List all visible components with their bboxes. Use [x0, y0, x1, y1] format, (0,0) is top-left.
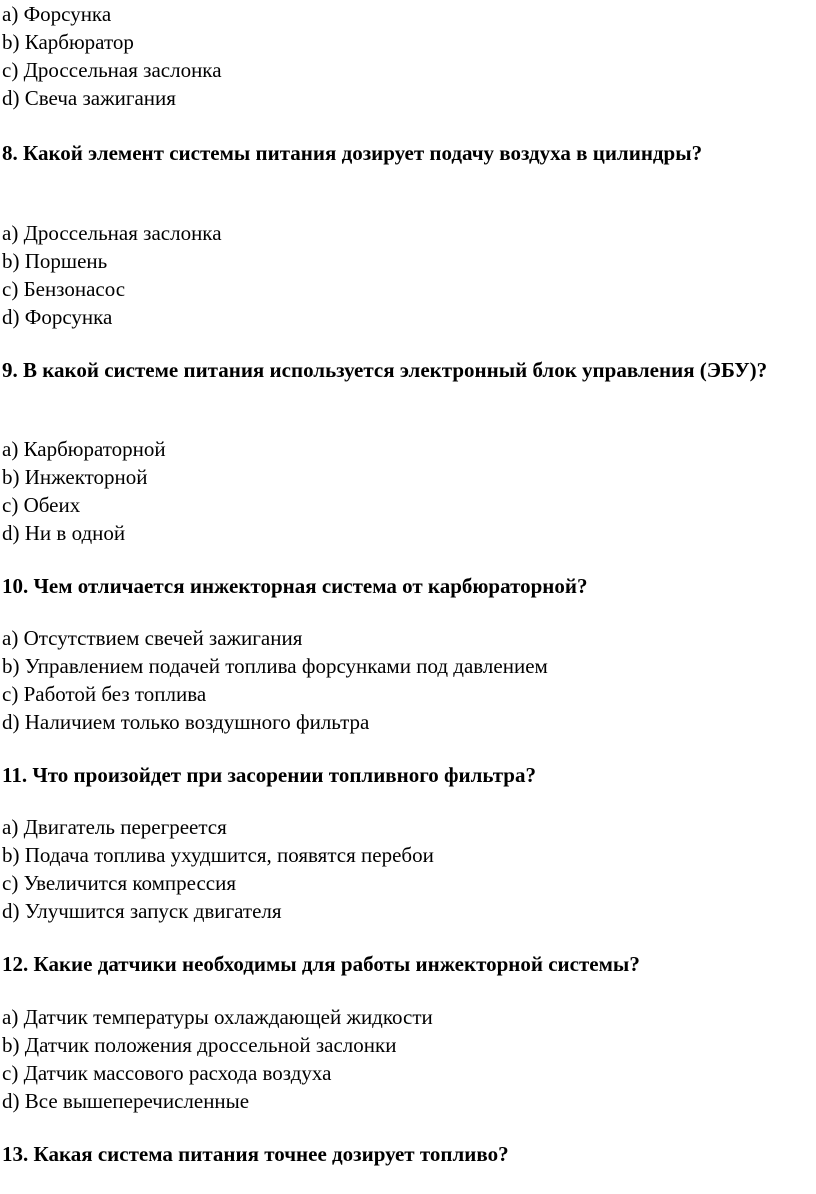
option-line: d) Ни в одной: [2, 521, 126, 545]
option-line: c) Обеих: [2, 493, 81, 517]
question-title: 13. Какая система питания точнее дозирует топливо?: [2, 1142, 509, 1166]
option-line: a) Форсунка: [2, 2, 112, 26]
option-line: c) Дроссельная заслонка: [2, 58, 222, 82]
question-title: 10. Чем отличается инжекторная система от карбюраторной?: [2, 574, 588, 598]
option-line: b) Поршень: [2, 249, 108, 273]
option-line: a) Карбюраторной: [2, 437, 166, 461]
option-line: c) Бензонасос: [2, 277, 126, 301]
option-line: b) Датчик положения дроссельной заслонки: [2, 1033, 397, 1057]
option-line: a) Отсутствием свечей зажигания: [2, 626, 303, 650]
option-line: d) Свеча зажигания: [2, 86, 176, 110]
question-title: 12. Какие датчики необходимы для работы инжекторной системы?: [2, 952, 640, 976]
option-line: d) Наличием только воздушного фильтра: [2, 710, 370, 734]
option-line: c) Увеличится компрессия: [2, 871, 237, 895]
option-line: a) Дроссельная заслонка: [2, 221, 222, 245]
question-title: 9. В какой системе питания используется электронный блок управления (ЭБУ)?: [2, 358, 768, 382]
option-line: b) Инжекторной: [2, 465, 148, 489]
option-line: b) Карбюратор: [2, 30, 134, 54]
option-line: b) Подача топлива ухудшится, появятся перебои: [2, 843, 434, 867]
option-line: a) Датчик температуры охлаждающей жидкости: [2, 1005, 433, 1029]
option-line: d) Улучшится запуск двигателя: [2, 899, 282, 923]
option-line: d) Все вышеперечисленные: [2, 1089, 250, 1113]
option-line: a) Двигатель перегреется: [2, 815, 227, 839]
question-title: 8. Какой элемент системы питания дозирует подачу воздуха в цилиндры?: [2, 141, 703, 165]
option-line: c) Работой без топлива: [2, 682, 207, 706]
option-line: b) Управлением подачей топлива форсунками под давлением: [2, 654, 548, 678]
question-title: 11. Что произойдет при засорении топливного фильтра?: [2, 763, 536, 787]
option-line: d) Форсунка: [2, 305, 113, 329]
option-line: c) Датчик массового расхода воздуха: [2, 1061, 332, 1085]
